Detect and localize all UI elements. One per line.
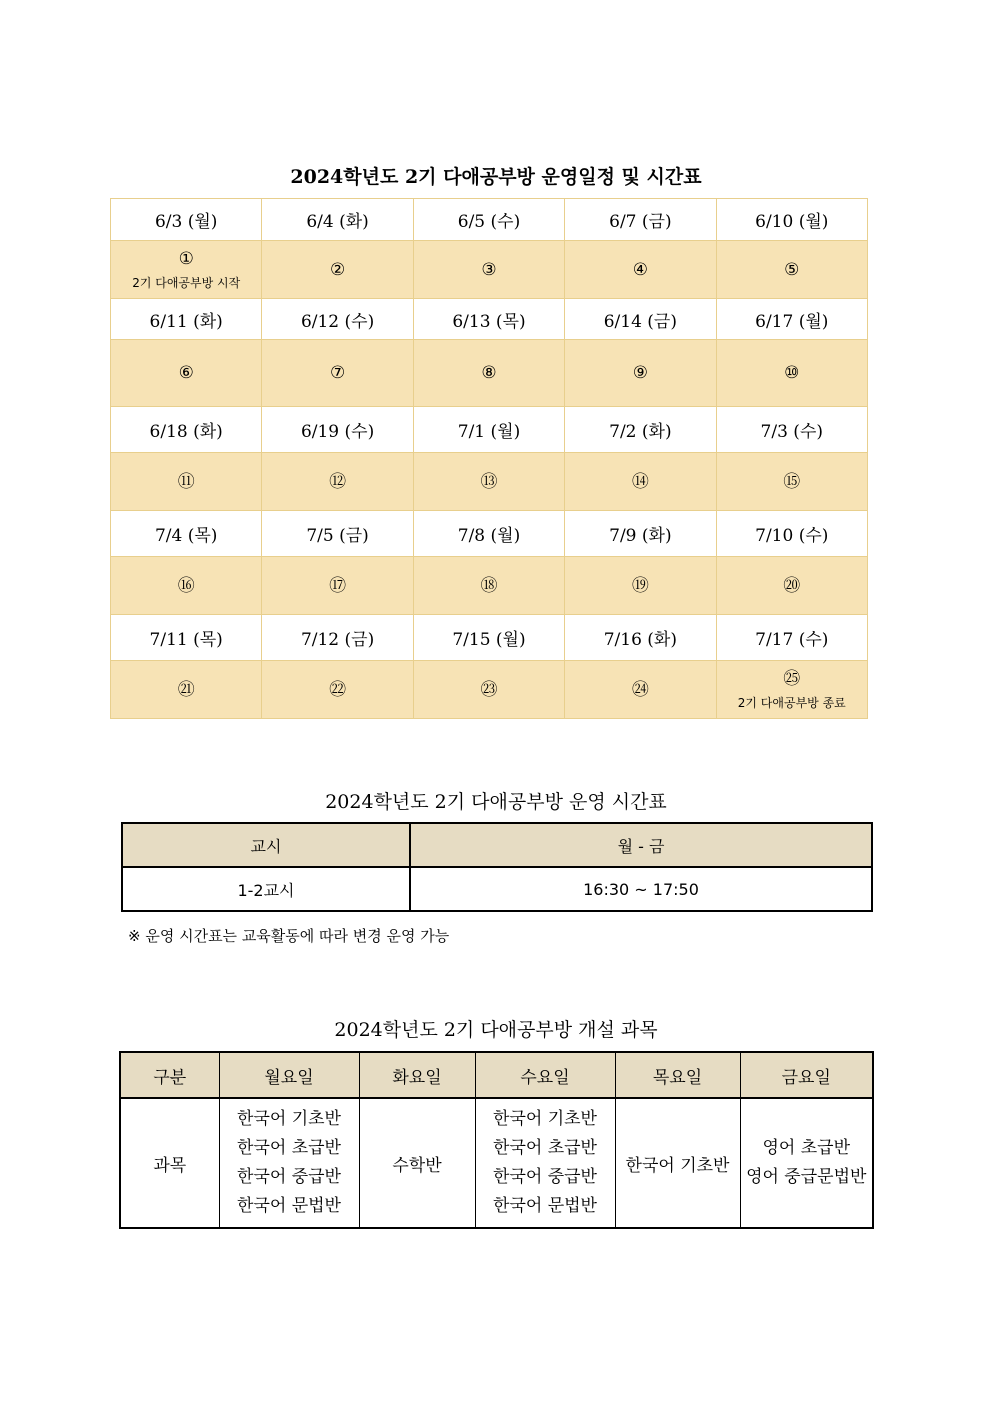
schedule-date-cell: 6/17 (월)	[716, 299, 867, 340]
schedule-date-cell: 7/3 (수)	[716, 407, 867, 453]
schedule-date-cell: 7/16 (화)	[565, 615, 716, 661]
session-number: ⑧	[481, 363, 497, 383]
session-number: ④	[632, 259, 648, 280]
schedule-date-cell: 7/10 (수)	[716, 511, 867, 557]
schedule-session-row	[111, 557, 868, 615]
schedule-date-cell: 7/2 (화)	[565, 407, 716, 453]
schedule-session-cell	[413, 661, 564, 719]
course-item: 한국어 문법반	[493, 1196, 597, 1216]
session-number: ㉑	[177, 679, 195, 700]
session-number: ⑥	[178, 363, 194, 383]
schedule-session-cell	[565, 661, 716, 719]
schedule-date-cell: 6/12 (수)	[262, 299, 413, 340]
session-number: ㉒	[329, 679, 347, 700]
courses-tuesday: 수학반	[359, 1098, 475, 1228]
hours-time: 16:30 ~ 17:50	[410, 867, 872, 911]
course-item: 영어 초급반	[762, 1138, 850, 1158]
course-item: 한국어 중급반	[237, 1167, 341, 1187]
schedule-date-cell: 6/5 (수)	[413, 199, 564, 241]
courses-wednesday	[475, 1098, 615, 1228]
session-number: ⑬	[480, 471, 498, 492]
courses-friday	[740, 1098, 873, 1228]
schedule-session-cell	[716, 241, 867, 299]
courses-row-label: 과목	[120, 1098, 219, 1228]
schedule-session-cell	[565, 557, 716, 615]
schedule-date-cell: 7/1 (월)	[413, 407, 564, 453]
course-item: 한국어 문법반	[237, 1196, 341, 1216]
hours-row	[122, 867, 872, 911]
schedule-session-cell	[111, 340, 262, 407]
courses-table	[119, 1051, 874, 1229]
schedule-date-cell: 6/10 (월)	[716, 199, 867, 241]
end-note: 2기 다애공부방 종료	[737, 695, 846, 710]
schedule-session-cell	[716, 453, 867, 511]
schedule-date-cell: 6/13 (목)	[413, 299, 564, 340]
session-number: ②	[329, 259, 346, 280]
schedule-date-cell: 7/8 (월)	[413, 511, 564, 557]
courses-header: 목요일	[615, 1052, 740, 1098]
schedule-session-cell	[111, 241, 262, 299]
course-item: 한국어 초급반	[237, 1138, 341, 1158]
hours-table	[121, 822, 873, 912]
schedule-session-cell	[716, 340, 867, 407]
schedule-date-cell: 7/12 (금)	[262, 615, 413, 661]
session-number: ⑤	[784, 259, 800, 280]
schedule-session-cell	[262, 241, 413, 299]
schedule-session-cell	[111, 453, 262, 511]
schedule-date-cell: 6/18 (화)	[111, 407, 262, 453]
schedule-session-cell	[413, 557, 564, 615]
session-number: ⑭	[631, 471, 649, 492]
schedule-date-cell: 7/15 (월)	[413, 615, 564, 661]
schedule-date-cell: 6/19 (수)	[262, 407, 413, 453]
courses-title: 2024학년도 2기 다애공부방 개설 과목	[334, 1019, 658, 1041]
hours-header-period: 교시	[122, 823, 410, 867]
schedule-session-cell	[565, 340, 716, 407]
schedule-session-cell	[111, 557, 262, 615]
session-number: ㉓	[480, 679, 498, 700]
schedule-date-cell: 6/7 (금)	[565, 199, 716, 241]
schedule-title: 2024학년도 2기 다애공부방 운영일정 및 시간표	[290, 166, 702, 188]
schedule-date-row	[111, 199, 868, 241]
session-number: ⑩	[784, 363, 800, 383]
courses-header: 구분	[120, 1052, 219, 1098]
schedule-date-cell: 7/17 (수)	[716, 615, 867, 661]
session-number: ⑰	[329, 575, 347, 596]
schedule-date-cell: 6/3 (월)	[111, 199, 262, 241]
schedule-date-cell: 6/4 (화)	[262, 199, 413, 241]
session-number: ⑯	[177, 575, 195, 596]
schedule-session-row	[111, 661, 868, 719]
course-item: 영어 중급문법반	[746, 1167, 867, 1187]
schedule-session-cell	[413, 340, 564, 407]
session-number: ①	[178, 248, 194, 269]
schedule-session-cell	[262, 557, 413, 615]
schedule-date-cell: 6/14 (금)	[565, 299, 716, 340]
session-number: ㉔	[631, 679, 649, 700]
schedule-date-cell: 7/9 (화)	[565, 511, 716, 557]
schedule-session-cell	[262, 661, 413, 719]
course-item: 한국어 중급반	[493, 1167, 597, 1187]
session-number: ⑦	[329, 363, 346, 383]
schedule-date-cell: 7/11 (목)	[111, 615, 262, 661]
schedule-session-cell	[262, 453, 413, 511]
courses-row	[120, 1098, 873, 1228]
schedule-session-cell	[111, 661, 262, 719]
hours-header-row	[122, 823, 872, 867]
schedule-session-cell	[413, 453, 564, 511]
schedule-session-cell	[565, 453, 716, 511]
start-note: 2기 다애공부방 시작	[132, 275, 241, 290]
schedule-session-row	[111, 340, 868, 407]
courses-header: 수요일	[475, 1052, 615, 1098]
session-number: ⑫	[329, 471, 347, 492]
schedule-session-cell	[716, 661, 867, 719]
hours-period: 1-2교시	[122, 867, 410, 911]
session-number: ⑮	[783, 471, 801, 492]
courses-thursday: 한국어 기초반	[615, 1098, 740, 1228]
courses-monday	[219, 1098, 359, 1228]
session-number: ③	[481, 259, 497, 280]
schedule-date-cell: 7/4 (목)	[111, 511, 262, 557]
session-number: ㉕	[783, 668, 801, 689]
schedule-date-row	[111, 511, 868, 557]
schedule-date-row	[111, 407, 868, 453]
session-number: ⑳	[783, 575, 801, 596]
schedule-table	[110, 198, 868, 719]
schedule-session-cell	[716, 557, 867, 615]
schedule-date-cell: 6/11 (화)	[111, 299, 262, 340]
hours-footnote: ※ 운영 시간표는 교육활동에 따라 변경 운영 가능	[128, 927, 450, 945]
schedule-session-row	[111, 453, 868, 511]
courses-header: 화요일	[359, 1052, 475, 1098]
hours-header-days: 월 - 금	[410, 823, 872, 867]
session-number: ⑲	[631, 575, 649, 596]
hours-title: 2024학년도 2기 다애공부방 운영 시간표	[325, 791, 667, 813]
course-item: 한국어 기초반	[493, 1109, 597, 1129]
courses-header: 금요일	[740, 1052, 873, 1098]
schedule-session-row	[111, 241, 868, 299]
course-item: 한국어 기초반	[237, 1109, 341, 1129]
schedule-date-cell: 7/5 (금)	[262, 511, 413, 557]
session-number: ⑨	[632, 363, 648, 383]
schedule-date-row	[111, 299, 868, 340]
courses-header: 월요일	[219, 1052, 359, 1098]
courses-header-row	[120, 1052, 873, 1098]
schedule-session-cell	[565, 241, 716, 299]
schedule-date-row	[111, 615, 868, 661]
schedule-session-cell	[262, 340, 413, 407]
course-item: 한국어 초급반	[493, 1138, 597, 1158]
schedule-session-cell	[413, 241, 564, 299]
session-number: ⑱	[480, 575, 498, 596]
session-number: ⑪	[177, 471, 195, 492]
